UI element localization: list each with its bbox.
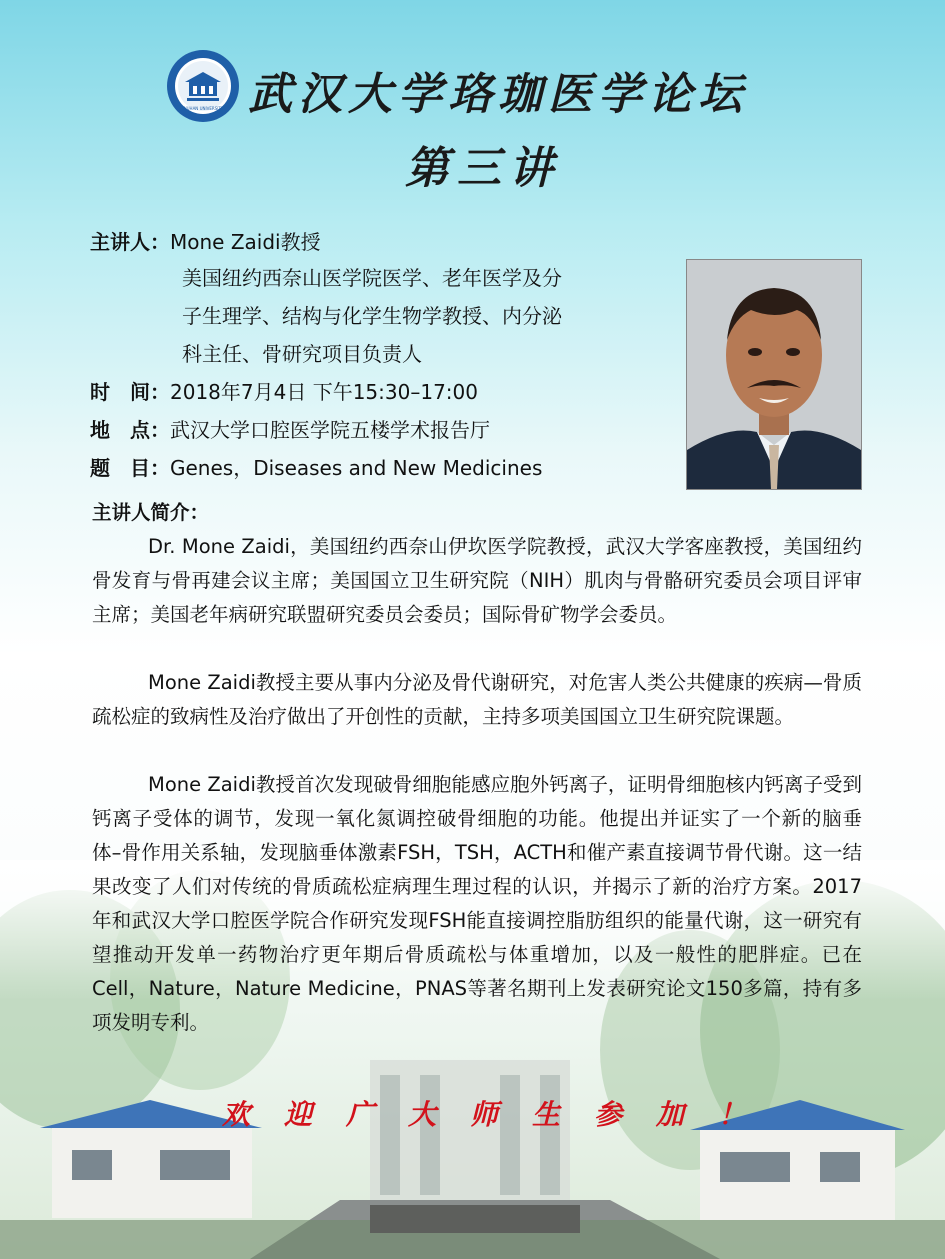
bio-paragraph-1: Dr. Mone Zaidi，美国纽约西奈山伊坎医学院教授，武汉大学客座教授，美国纽约骨发育与骨再建会议主席；美国国立卫生研究院（NIH）肌肉与骨骼研究委员会项目评审主席；美国老年病研究联盟研究委员会委员；国际骨矿物学会委员。 <box>92 535 862 626</box>
place-label: 地 点： <box>90 418 170 442</box>
bio-paragraph-2: Mone Zaidi教授主要从事内分泌及骨代谢研究，对危害人类公共健康的疾病—骨质疏松症的致病性及治疗做出了开创性的贡献，主持多项美国国立卫生研究院课题。 <box>92 671 862 728</box>
time-value: 2018年7月4日 下午15:30–17:00 <box>170 380 478 404</box>
university-logo <box>165 48 241 124</box>
speaker-name: Mone Zaidi教授 <box>170 230 321 254</box>
welcome-message: 欢迎广大师生参加！ <box>222 1098 781 1131</box>
bio-heading: 主讲人简介： <box>92 501 210 524</box>
time-row <box>90 376 478 405</box>
topic-label: 题 目： <box>90 456 170 480</box>
place-row <box>90 414 490 443</box>
lecture-number: 第三讲 <box>405 143 561 194</box>
time-label: 时 间： <box>90 380 170 404</box>
speaker-label: 主讲人： <box>90 230 170 254</box>
speaker-title-line: 美国纽约西奈山医学院医学、老年医学及分 <box>182 266 562 290</box>
speaker-photo <box>686 259 862 490</box>
topic-row <box>90 452 542 481</box>
speaker-title-line: 科主任、骨研究项目负责人 <box>182 342 422 366</box>
forum-title: 武汉大学珞珈医学论坛 <box>248 69 748 120</box>
bio-paragraph-3: Mone Zaidi教授首次发现破骨细胞能感应胞外钙离子，证明骨细胞核内钙离子受到钙离子受体的调节，发现一氧化氮调控破骨细胞的功能。他提出并证实了一个新的脑垂体–骨作用关系轴，发现脑垂体激素FSH，TSH，ACTH和催产素直接调节骨代谢。这一结果改变了人们对传统的骨质疏松症病理生理过程的认识，并揭示了新的治疗方案。2017年和武汉大学口腔医学院合作研究发现FSH能直接调控脂肪组织的能量代谢，这一研究有望推动开发单一药物治疗更年期后骨质疏松与体重增加，以及一般性的肥胖症。已在 Cell，Nature，Nature Medicine，PNAS等著名期刊上发表研究论文150多篇，持有多项发明专利。 <box>92 773 862 1034</box>
topic-value: Genes，Diseases and New Medicines <box>170 456 543 480</box>
speaker-title-line: 子生理学、结构与化学生物学教授、内分泌 <box>182 304 562 328</box>
place-value: 武汉大学口腔医学院五楼学术报告厅 <box>170 418 490 442</box>
speaker-row <box>90 226 321 255</box>
svg-text:WUHAN UNIVERSITY: WUHAN UNIVERSITY <box>182 106 224 111</box>
